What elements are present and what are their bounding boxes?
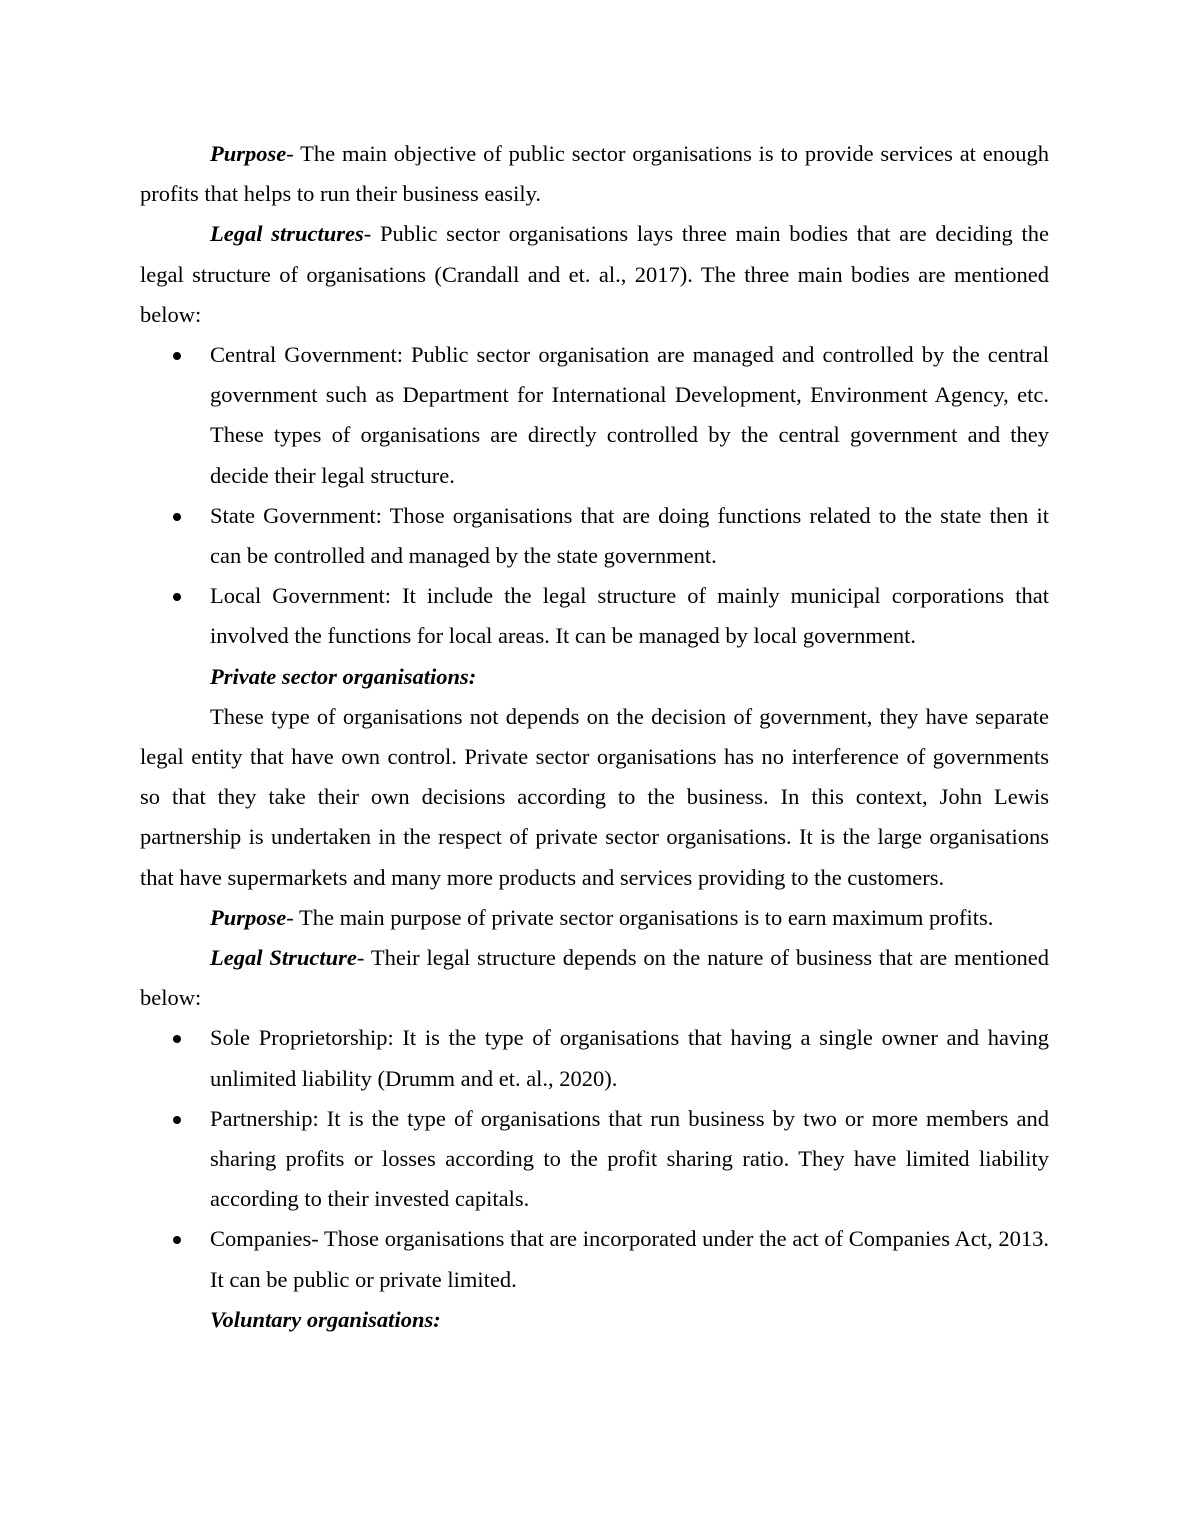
public-purpose-text: - The main objective of public sector organisations is to provide services at enough profits that helps to run their business easily. [140,141,1049,207]
list-item-text: Local Government: It include the legal structure of mainly municipal corporations that involved the functions for local areas. It can be managed by local government. [210,583,1049,649]
list-item [210,1018,1049,1098]
bullet-icon [173,352,181,360]
private-purpose-text: - The main purpose of private sector organisations is to earn maximum profits. [286,904,994,930]
list-item [210,1099,1049,1220]
private-legal-term: Legal Structure [210,945,357,971]
list-item-text: Companies- Those organisations that are incorporated under the act of Companies Act, 2013. It can be public or private limited. [210,1226,1049,1292]
public-legal-text: - Public sector organisations lays three main bodies that are deciding the legal structure of organisations (Crandall and et. al., 2017). The three main bodies are mentioned below: [140,221,1050,327]
list-item-text: Partnership: It is the type of organisations that run business by two or more members and sharing profits or losses according to the profit sharing ratio. They have limited liability according to their invested capitals. [210,1105,1049,1212]
private-purpose-term: Purpose [210,904,287,930]
bullet-icon [173,513,181,521]
private-legal-paragraph [140,938,1049,1018]
public-legal-term: Legal structures [210,221,364,247]
private-intro-paragraph: These type of organisations not depends on the decision of government, they have separate legal entity that have own control. Private sector organisations has no interference of governments so that they take their own decisions according to the business. In this context, John Lewis partnership is undertaken in the respect of private sector organisations. It is the large organisations that have supermarkets and many more products and services providing to the customers. [140,703,1049,890]
private-sector-heading: Private sector organisations: [210,663,477,689]
voluntary-heading: Voluntary organisations: [210,1306,441,1332]
bullet-icon [173,1035,181,1043]
list-item-text: State Government: Those organisations that are doing functions related to the state then it can be controlled and managed by the state government. [210,502,1049,569]
public-bodies-list [140,335,1049,657]
list-item [210,496,1049,576]
bullet-icon [173,1116,181,1124]
list-item-text: Central Government: Public sector organisation are managed and controlled by the central government such as Department for International Development, Environment Agency, etc. These types of organisations are directly controlled by the central government and they decide their legal structure. [210,342,1049,488]
list-item [210,335,1049,496]
private-legal-text: - Their legal structure depends on the nature of business that are mentioned below: [140,945,1049,1011]
list-item-text: Sole Proprietorship: It is the type of organisations that having a single owner and having unlimited liability (Drumm and et. al., 2020). [210,1025,1049,1091]
public-purpose-term: Purpose [210,141,287,166]
list-item [210,1219,1049,1299]
public-purpose-paragraph [140,134,1049,214]
bullet-icon [173,593,181,601]
private-purpose-paragraph [140,898,1049,938]
bullet-icon [173,1236,181,1244]
private-structures-list [140,1018,1049,1299]
list-item [210,576,1049,656]
public-legal-paragraph [140,214,1049,335]
